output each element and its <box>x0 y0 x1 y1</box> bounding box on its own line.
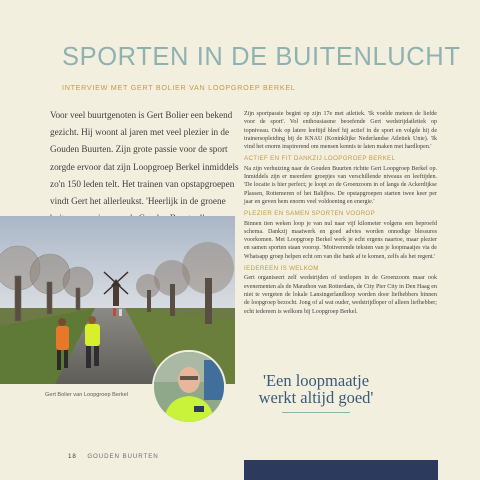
page-footer <box>68 453 159 460</box>
article-paragraph-4: Gert organiseert zelf wedstrijden of testlopen in de Groenzoom maar ook evenementen als de Marathon van Rotterdam, de City Pier City in Den Haag en niet te vergeten de lokale Lansingerlandloop worden door liefhebbers binnen de loopgroep bezocht. Jong of al wat ouder, wedstrijdloper of alleen liefhebber; echt iedereen is welkom bij Loopgroep Berkel. <box>244 275 437 315</box>
section-heading-3: IEDEREEN IS WELKOM <box>244 265 319 273</box>
article-paragraph-2: Na zijn verhuizing naar de Gouden Buurten richtte Gert Loopgroep Berkel op. Inmiddels zijn er meerdere groepjes van verschillende niveaus en leeftijden. 'De locatie is hier perfect; je loopt zo de Groenzoom in of langs de Ackerdijkse Plassen, Rottemeren of het Balijbos. De opstapgroepen starten twee keer per jaar en geven hem enorm veel voldoening en energie.' <box>244 165 437 205</box>
photo-caption: Gert Bolier van Loopgroep Berkel <box>45 392 129 398</box>
section-heading-2: PLEZIER EN SAMEN SPORTEN VOOROP <box>244 210 376 218</box>
intro-paragraph: Voor veel buurtgenoten is Gert Bolier een bekend gezicht. Hij woont al jaren met veel plezier in de Gouden Buurten. Zijn grote passie voor de sport zorgde ervoor dat zijn Loopgroep Berkel inmiddels zo'n 150 leden telt. Het trainen van opstapgroepen vindt Gert het allerleukst. 'Heerlijk in de groene <box>50 110 239 207</box>
portrait-photo <box>152 350 226 424</box>
quote-divider <box>282 412 350 413</box>
section-heading-1: ACTIEF EN FIT DANKZIJ LOOPGROEP BERKEL <box>244 155 396 163</box>
article-paragraph-1: Zijn sportpassie begint op zijn 17e met atletiek. 'Ik voelde meteen de liefde voor de sport'. Vol enthousiasme beoefende Gert wedstrijdatletiek op topniveau. Ook op latere leeftijd bleef hij actief in de sport en volgde hij de trainersopleiding bij de KNAU (Koninklijke Nederlandse Atletiek Unie). 'Ik vind het enorm inspirerend om mensen kennis te laten maken met hardlopen.' <box>244 111 437 151</box>
page-subtitle: INTERVIEW MET GERT BOLIER VAN LOOPGROEP BERKEL <box>62 83 296 92</box>
navy-color-block <box>244 460 438 480</box>
page-number: 18 <box>68 453 77 460</box>
article-paragraph-3: Binnen tien weken loop je van nul naar vijf kilometer volgens een beproefd schema. Dankzij maatwerk en goed advies worden onnodige blessures voorkomen. Met Loopgroep Berkel werk je echt ergens naartoe, maar plezier en samen sporten staan voorop. 'Motiverende teksten van je loopmaatjes via de Whatsapp groep helpen echt om van die bank af te komen, zelfs als het regent.' <box>244 220 437 260</box>
magazine-name: GOUDEN BUURTEN <box>87 453 159 460</box>
article-column <box>244 110 437 320</box>
page-title: SPORTEN IN DE BUITENLUCHT <box>62 43 461 71</box>
pull-quote: 'Een loopmaatje werkt altijd goed' <box>258 371 374 407</box>
